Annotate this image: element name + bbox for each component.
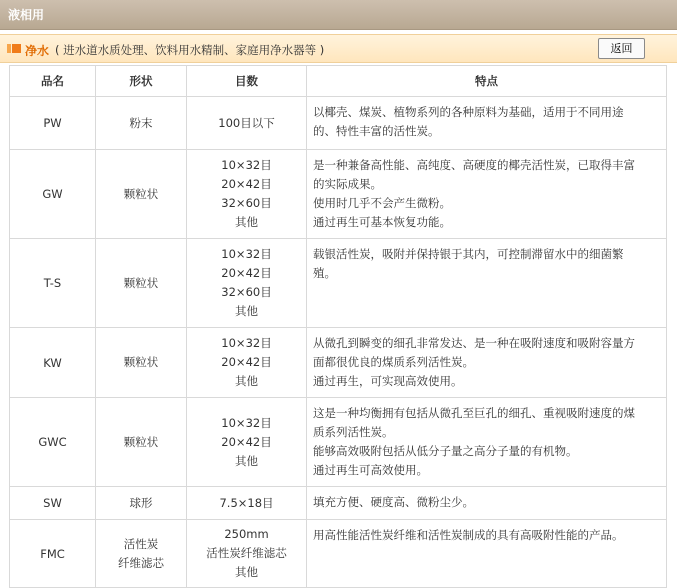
product-features — [307, 150, 667, 239]
table-row — [10, 150, 667, 239]
mesh-line: 其他 — [235, 374, 258, 388]
product-name: T-S — [10, 239, 96, 328]
product-mesh — [187, 520, 307, 588]
shape-line: 颗粒状 — [123, 355, 159, 369]
product-name: SW — [10, 487, 96, 520]
product-shape — [96, 97, 187, 150]
mesh-line: 10×32目 — [221, 158, 272, 172]
back-button[interactable]: 返回 — [598, 38, 645, 59]
table-row — [10, 398, 667, 487]
feature-line: 通过再生，可实现高效使用。 — [313, 374, 463, 388]
product-mesh — [187, 239, 307, 328]
shape-line: 球形 — [129, 495, 153, 510]
product-features — [307, 97, 667, 150]
feature-line: 能够高效吸附包括从低分子量之高分子量的有机物。 — [313, 444, 578, 458]
mesh-line: 10×32目 — [221, 415, 272, 430]
mesh-line: 250mm — [224, 527, 269, 541]
mesh-line: 20×42目 — [221, 434, 272, 449]
feature-line: 使用时几乎不会产生微粉。 — [313, 196, 451, 210]
shape-line: 颗粒状 — [123, 275, 159, 290]
feature-line: 是一种兼备高性能、高纯度、高硬度的椰壳活性炭，已取得丰富 — [313, 158, 635, 172]
mesh-line: 其他 — [235, 304, 258, 318]
product-mesh — [187, 328, 307, 398]
feature-line: 填充方便、硬度高、微粉尘少。 — [313, 495, 474, 509]
mesh-line: 100目以下 — [218, 115, 275, 130]
feature-line: 的实际成果。 — [313, 177, 382, 191]
product-table — [9, 65, 667, 588]
product-features — [307, 520, 667, 588]
product-mesh — [187, 150, 307, 239]
feature-line: 用高性能活性炭纤维和活性炭制成的具有高吸附性能的产品。 — [313, 528, 624, 542]
table-header-row — [10, 66, 667, 97]
feature-line: 这是一种均衡拥有包括从微孔至巨孔的细孔、重视吸附速度的煤 — [313, 406, 635, 420]
table-body — [10, 97, 667, 588]
product-name: GW — [10, 150, 96, 239]
product-shape — [96, 520, 187, 588]
table-row — [10, 520, 667, 588]
feature-line: 以椰壳、煤炭、植物系列的各种原料为基础，适用于不同用途 — [313, 105, 624, 119]
section-description: ( 进水道水质处理、饮料用水精制、家庭用净水器等 ) — [55, 43, 325, 57]
shape-line: 纤维滤芯 — [118, 555, 164, 570]
feature-line: 面都很优良的煤质系列活性炭。 — [313, 355, 474, 369]
mesh-line: 20×42目 — [221, 266, 272, 280]
mesh-line: 10×32目 — [221, 336, 272, 350]
feature-line: 通过再生可基本恢复功能。 — [313, 215, 451, 229]
product-shape — [96, 398, 187, 487]
feature-line: 的、特性丰富的活性炭。 — [313, 124, 440, 138]
section-header — [0, 34, 677, 63]
shape-line: 颗粒状 — [123, 186, 159, 201]
page-header — [0, 0, 677, 30]
mesh-line: 7.5×18目 — [219, 495, 274, 510]
shape-line: 粉末 — [129, 115, 153, 130]
header-name: 品名 — [10, 66, 96, 97]
shape-line: 活性炭 — [123, 536, 159, 551]
product-name: KW — [10, 328, 96, 398]
page-title: 液相用 — [8, 8, 45, 22]
table-row — [10, 97, 667, 150]
mesh-line: 20×42目 — [221, 355, 272, 369]
product-features — [307, 398, 667, 487]
product-shape — [96, 328, 187, 398]
mesh-line: 32×60目 — [221, 285, 272, 299]
product-shape — [96, 487, 187, 520]
feature-line: 质系列活性炭。 — [313, 425, 394, 439]
orange-block-icon — [7, 44, 21, 53]
table-row — [10, 487, 667, 520]
header-mesh: 目数 — [187, 66, 307, 97]
mesh-line: 其他 — [235, 453, 258, 468]
table-row — [10, 239, 667, 328]
table-row — [10, 328, 667, 398]
product-shape — [96, 150, 187, 239]
mesh-line: 其他 — [235, 565, 258, 579]
product-name: GWC — [10, 398, 96, 487]
feature-line: 通过再生可高效使用。 — [313, 463, 428, 477]
product-features — [307, 328, 667, 398]
header-shape: 形状 — [96, 66, 187, 97]
header-features: 特点 — [307, 66, 667, 97]
product-features — [307, 239, 667, 328]
product-mesh — [187, 398, 307, 487]
shape-line: 颗粒状 — [123, 434, 159, 449]
product-mesh — [187, 97, 307, 150]
mesh-line: 20×42目 — [221, 177, 272, 191]
section-title: 净水 — [25, 44, 50, 58]
product-name: FMC — [10, 520, 96, 588]
product-features — [307, 487, 667, 520]
feature-line: 载银活性炭，吸附并保持银于其内，可控制滞留水中的细菌繁 — [313, 247, 624, 261]
product-shape — [96, 239, 187, 328]
feature-line: 从微孔到瞬变的细孔非常发达、是一种在吸附速度和吸附容量方 — [313, 336, 635, 350]
mesh-line: 10×32目 — [221, 247, 272, 261]
mesh-line: 活性炭纤维滤芯 — [206, 546, 287, 560]
product-mesh — [187, 487, 307, 520]
mesh-line: 其他 — [235, 215, 258, 229]
mesh-line: 32×60目 — [221, 196, 272, 210]
product-name: PW — [10, 97, 96, 150]
feature-line: 殖。 — [313, 266, 336, 280]
